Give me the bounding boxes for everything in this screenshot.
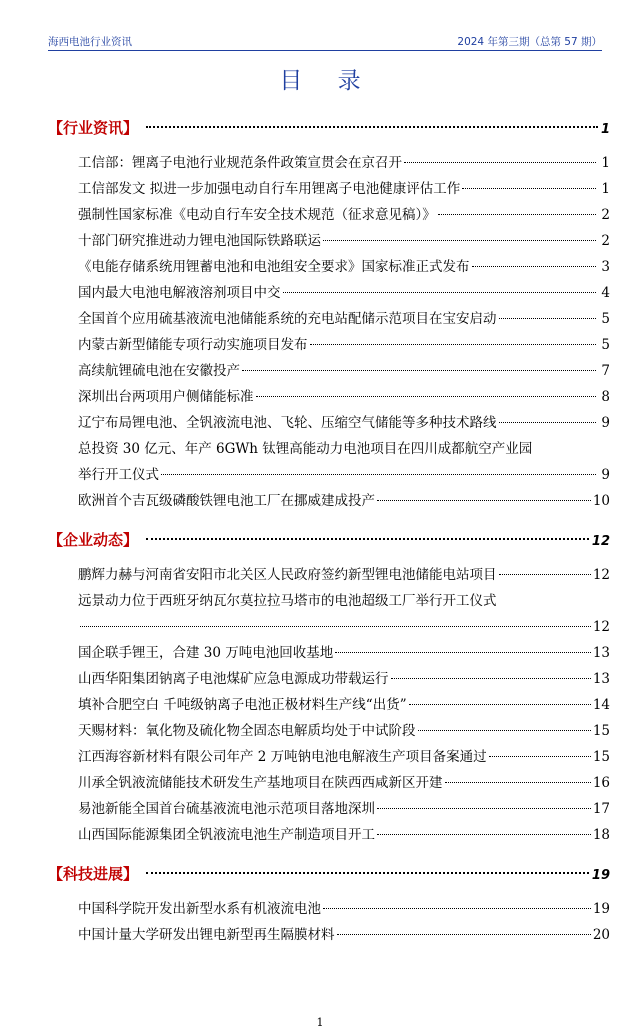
dot-leader <box>489 756 591 757</box>
entry-page-number: 14 <box>592 697 610 713</box>
table-of-contents <box>48 112 610 948</box>
toc-entry[interactable] <box>78 796 610 822</box>
section-heading-label: 【科技进展】 <box>48 865 139 883</box>
dot-leader <box>462 188 596 189</box>
publication-name: 海西电池行业资讯 <box>48 36 132 48</box>
entry-title: 鹏辉力赫与河南省安阳市北关区人民政府签约新型锂电池储能电站项目 <box>78 567 497 583</box>
entry-page-number: 20 <box>592 927 610 943</box>
dot-leader <box>323 908 591 909</box>
dot-leader <box>161 474 596 475</box>
entry-title: 十部门研究推进动力锂电池国际铁路联运 <box>78 233 321 249</box>
entry-page-number: 9 <box>601 415 610 431</box>
dot-leader <box>337 934 591 935</box>
toc-entry[interactable] <box>78 254 610 280</box>
section-heading-label: 【企业动态】 <box>48 531 139 549</box>
toc-entry[interactable] <box>78 384 610 410</box>
entry-title: 工信部：锂离子电池行业规范条件政策宣贯会在京召开 <box>78 155 402 171</box>
dot-leader <box>409 704 591 705</box>
dot-leader <box>472 266 597 267</box>
entry-title: 国内最大电池电解液溶剂项目中交 <box>78 285 281 301</box>
dot-leader <box>146 126 598 128</box>
toc-entry[interactable] <box>78 562 610 588</box>
entry-page-number: 4 <box>601 285 610 301</box>
dot-leader <box>391 678 591 679</box>
entry-page-number: 19 <box>592 901 610 917</box>
entry-title: 中国计量大学研发出锂电新型再生隔膜材料 <box>78 927 335 943</box>
toc-entry[interactable] <box>78 488 610 514</box>
entry-page-number: 8 <box>601 389 610 405</box>
section-heading-link[interactable] <box>48 112 610 144</box>
entry-page-number: 18 <box>592 827 610 843</box>
entry-page-number: 5 <box>601 337 610 353</box>
entry-title: 中国科学院开发出新型水系有机液流电池 <box>78 901 321 917</box>
dot-leader <box>283 292 597 293</box>
entry-page-number: 3 <box>601 259 610 275</box>
toc-entry[interactable] <box>78 640 610 666</box>
toc-entry[interactable] <box>78 306 610 332</box>
toc-entry[interactable] <box>78 332 610 358</box>
entry-page-number: 9 <box>601 467 610 483</box>
entry-page-number: 15 <box>592 723 610 739</box>
dot-leader <box>335 652 591 653</box>
entry-page-number: 1 <box>601 181 610 197</box>
dot-leader <box>146 538 589 540</box>
header-divider <box>48 50 602 51</box>
entry-title: 强制性国家标准《电动自行车安全技术规范（征求意见稿）》 <box>78 207 436 223</box>
toc-entry[interactable] <box>78 176 610 202</box>
dot-leader <box>445 782 591 783</box>
toc-entry-list <box>48 896 610 948</box>
entry-title: 全国首个应用硫基液流电池储能系统的充电站配储示范项目在宝安启动 <box>78 311 497 327</box>
entry-title: 深圳出台两项用户侧储能标准 <box>78 389 254 405</box>
entry-title: 填补合肥空白 千吨级钠离子电池正极材料生产线“出货” <box>78 697 407 713</box>
section-heading-label: 【行业资讯】 <box>48 119 139 137</box>
entry-page-number: 12 <box>592 567 610 583</box>
toc-entry[interactable] <box>78 410 610 436</box>
page-number: 1 <box>316 1016 324 1029</box>
dot-leader <box>499 318 597 319</box>
entry-title-continued <box>78 614 610 640</box>
dot-leader <box>404 162 596 163</box>
toc-entry-list <box>48 562 610 848</box>
entry-title: 欧洲首个吉瓦级磷酸铁锂电池工厂在挪威建成投产 <box>78 493 375 509</box>
dot-leader <box>242 370 596 371</box>
section-heading-link[interactable] <box>48 858 610 890</box>
section-company-news <box>48 524 610 848</box>
entry-page-number: 7 <box>601 363 610 379</box>
section-heading-link[interactable] <box>48 524 610 556</box>
dot-leader <box>499 422 597 423</box>
entry-title-continued <box>78 462 610 488</box>
entry-title: 远景动力位于西班牙纳瓦尔莫拉拉马塔市的电池超级工厂举行开工仪式 <box>78 593 497 609</box>
toc-entry[interactable] <box>78 358 610 384</box>
toc-entry-list <box>48 150 610 514</box>
toc-entry[interactable] <box>78 744 610 770</box>
dot-leader <box>256 396 597 397</box>
entry-title: 工信部发文 拟进一步加强电动自行车用锂离子电池健康评估工作 <box>78 181 461 197</box>
entry-page-number: 2 <box>601 233 610 249</box>
dot-leader <box>438 214 596 215</box>
dot-leader <box>377 500 591 501</box>
section-tech-progress <box>48 858 610 948</box>
entry-title: 辽宁布局锂电池、全钒液流电池、飞轮、压缩空气储能等多种技术路线 <box>78 415 497 431</box>
entry-page-number: 12 <box>592 619 610 635</box>
entry-page-number: 17 <box>592 801 610 817</box>
dot-leader <box>146 872 589 874</box>
dot-leader <box>377 834 591 835</box>
section-page-number: 12 <box>591 534 610 549</box>
entry-page-number: 16 <box>592 775 610 791</box>
entry-title: 江西海容新材料有限公司年产 2 万吨钠电池电解液生产项目备案通过 <box>78 749 487 765</box>
toc-entry[interactable] <box>78 150 610 176</box>
entry-title: 国企联手锂王，合建 30 万吨电池回收基地 <box>78 645 334 661</box>
entry-title: 天赐材料：氧化物及硫化物全固态电解质均处于中试阶段 <box>78 723 416 739</box>
section-spacer <box>48 848 610 858</box>
dot-leader <box>499 574 591 575</box>
toc-entry[interactable] <box>78 202 610 228</box>
dot-leader <box>377 808 591 809</box>
section-industry-news <box>48 112 610 514</box>
entry-title: 川承全钒液流储能技术研发生产基地项目在陕西西咸新区开建 <box>78 775 443 791</box>
page-header <box>48 32 602 50</box>
entry-page-number: 13 <box>592 671 610 687</box>
toc-entry[interactable] <box>78 922 610 948</box>
entry-title: 易池新能全国首台硫基液流电池示范项目落地深圳 <box>78 801 375 817</box>
entry-title: 山西国际能源集团全钒液流电池生产制造项目开工 <box>78 827 375 843</box>
toc-entry[interactable] <box>78 436 610 488</box>
dot-leader <box>323 240 596 241</box>
toc-entry[interactable] <box>78 718 610 744</box>
entry-title: 高续航锂硫电池在安徽投产 <box>78 363 240 379</box>
entry-page-number: 10 <box>592 493 610 509</box>
entry-page-number: 1 <box>601 155 610 171</box>
entry-page-number: 2 <box>601 207 610 223</box>
toc-entry[interactable] <box>78 692 610 718</box>
toc-entry[interactable] <box>78 770 610 796</box>
entry-title: 总投资 30 亿元、年产 6GWh 钛锂高能动力电池项目在四川成都航空产业园 <box>78 441 533 457</box>
toc-title: 目 录 <box>279 68 375 94</box>
entry-title: 内蒙古新型储能专项行动实施项目发布 <box>78 337 308 353</box>
entry-page-number: 15 <box>592 749 610 765</box>
entry-page-number: 13 <box>592 645 610 661</box>
toc-entry[interactable] <box>78 280 610 306</box>
dot-leader <box>310 344 597 345</box>
toc-entry[interactable] <box>78 822 610 848</box>
entry-title: 山西华阳集团钠离子电池煤矿应急电源成功带载运行 <box>78 671 389 687</box>
toc-entry[interactable] <box>78 666 610 692</box>
section-page-number: 19 <box>591 868 610 883</box>
entry-title-line2: 举行开工仪式 <box>78 467 159 483</box>
dot-leader <box>418 730 591 731</box>
toc-entry[interactable] <box>78 896 610 922</box>
dot-leader <box>80 626 591 627</box>
entry-title: 《电能存储系统用锂蓄电池和电池组安全要求》国家标准正式发布 <box>78 259 470 275</box>
section-page-number: 1 <box>600 122 610 137</box>
toc-entry[interactable] <box>78 228 610 254</box>
issue-number: 2024 年第三期（总第 57 期） <box>457 36 602 48</box>
toc-entry[interactable] <box>78 588 610 640</box>
section-spacer <box>48 514 610 524</box>
entry-page-number: 5 <box>601 311 610 327</box>
